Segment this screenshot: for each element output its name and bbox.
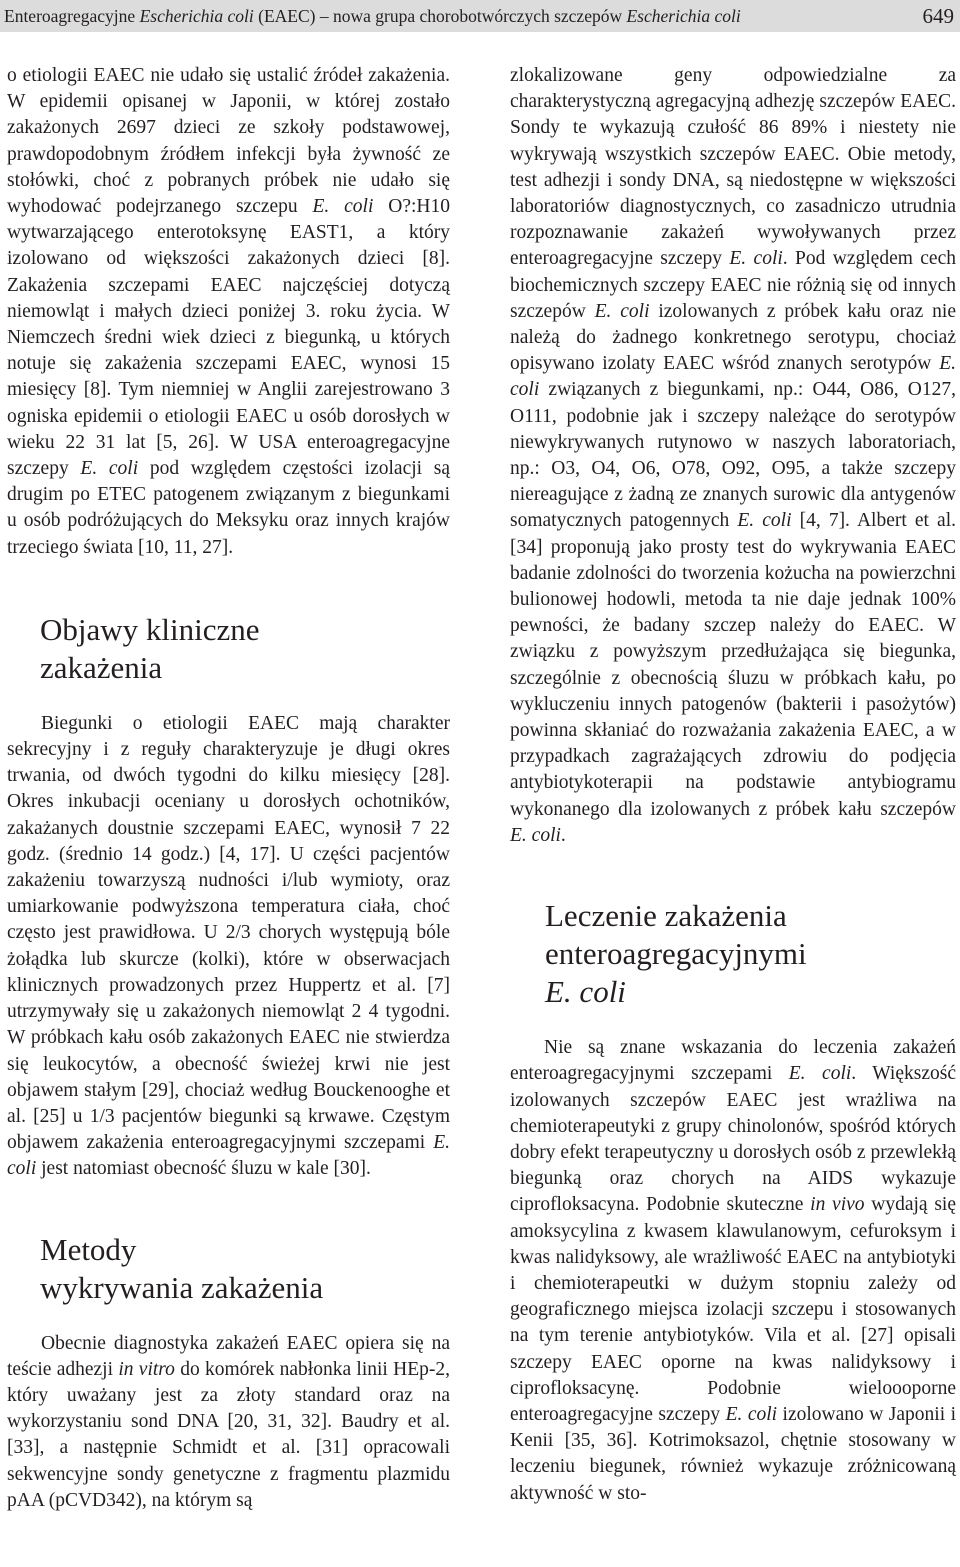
section-heading-detection: Metody wykrywania zakażenia: [40, 1231, 324, 1305]
running-title: Enteroagregacyjne Escherichia coli (EAEC) – nowa grupa chorobotwórczych szczepów Escherichia coli: [4, 6, 741, 26]
paragraph-detection: Obecnie diagnostyka zakażeń EAEC opiera się na teście adhezji in vitro do komórek nabłonka linii HEp-2, który uważany jest za złoty standard oraz na wykorzystaniu sond DNA [20, 31, 32]. Baudry et al. [33], a następnie Schmidt et al. [31] opracowali sekwencyjne sondy genetyczne z fragmentu plazmidu pAA (pCVD342), na którym są: [7, 1332, 450, 1511]
paragraph-epidemiology: o etiologii EAEC nie udało się ustalić źródeł zakażenia. W epidemii opisanej w Japonii, w której zostało zakażonych 2697 dzieci ze szkoły podstawowej, prawdopodobnym źródłem infekcji była żywność ze stołówki, choć z pobranych próbek nie udało się wyhodować podejrzanego szczepu E. coli O?:H10 wytwarzającego enterotoksynę EAST1, a który izolowano od większości zakażonych dzieci [8]. Zakażenia szczepami EAEC najczęściej dotyczą niemowląt i małych dzieci poniżej 3. roku życia. W Niemczech średni wiek dzieci z biegunką, u których notuje się zakażenia szczepami EAEC, wynosi 15 miesięcy [8]. Tym niemniej w Anglii zarejestrowano 3 ogniska epidemii o etiologii EAEC u osób dorosłych w wieku 22 31 lat [5, 26]. W USA enteroagregacyjne szczepy E. coli pod względem częstości izolacji są drugim po ETEC patogenem związanym z biegunkami u osób podróżujących do Meksyku oraz innych krajów trzeciego świata [10, 11, 27].: [7, 65, 450, 558]
section-heading-symptoms: Objawy kliniczne zakażenia: [40, 611, 260, 685]
paragraph-treatment: Nie są znane wskazania do leczenia zakażeń enteroagregacyjnymi szczepami E. coli. Większość izolowanych szczepów EAEC jest wrażliwa na chemioterapeutyki z grupy chinolonów, spośród których dobry efekt terapeutyczny u dorosłych osób z przewlekłą biegunką oraz chorych na AIDS wykazuje ciprofloksacyna. Podobnie skuteczne in vivo wydają się amoksycylina z kwasem klawulanowym, cefuroksym i kwas nalidyksowy, ale wrażliwość EAEC na antybiotyki i chemioterapeutki w dużym stopniu zależy od geograficznego miejsca izolacji szczepu i stosowanych na tym terenie antybiotyków. Vila et al. [27] opisali szczepy EAEC oporne na kwas nalidyksowy i ciprofloksacynę. Podobnie wieloooporne enteroagregacyjne szczepy E. coli izolowano w Japonii i Kenii [35, 36]. Kotrimoksazol, chętnie stosowany w leczeniu biegunek, również wykazuje zróżnicowaną aktywność w sto-: [510, 1037, 956, 1504]
page-number: 649: [922, 4, 954, 28]
paragraph-detection-continued: zlokalizowane geny odpowiedzialne za charakterystyczną agregacyjną adhezję szczepów EAEC. Sondy te wykazują czułość 86 89% i niestety nie wykrywają wszystkich szczepów EAEC. Obie metody, test adhezji i sondy DNA, są niedostępne w większości laboratoriów diagnostycznych, co zasadniczo utrudnia rozpoznawanie zakażeń wywoływanych przez enteroagregacyjne szczepy E. coli. Pod względem cech biochemicznych szczepy EAEC nie różnią się od innych szczepów E. coli izolowanych z próbek kału oraz nie należą do żadnego konkretnego serotypu, chociaż opisywano izolaty EAEC wśród znanych serotypów E. coli związanych z biegunkami, np.: O44, O86, O127, O111, podobnie jak i szczepy należące do serotypów niewykrywanych rutynowo w naszych laboratoriach, np.: O3, O4, O6, O78, O92, O95, a także szczepy niereagujące z żadną ze znanych surowic dla antygenów somatycznych patogennych E. coli [4, 7]. Albert et al. [34] proponują jako prosty test do wykrywania EAEC badanie zdolności do tworzenia kożucha na powierzchni bulionowej hodowli, metoda ta nie daje jednak 100% pewności, że badany szczep należy do EAEC. W związku z powyższym przedłużająca się biegunka, szczególnie z obecnością śluzu w próbkach kału, po wykluczeniu innych patogenów (bakterii i pasożytów) powinna skłaniać do rozważania zakażenia EAEC, a w przypadkach zagrażających zdrowiu do podjęcia antybiotykoterapii na podstawie antybiogramu wykonanego dla izolowanych z próbek kału szczepów E. coli.: [510, 65, 956, 846]
running-header: [0, 0, 960, 32]
left-column: [7, 63, 450, 1514]
right-column: [510, 63, 956, 1507]
paragraph-symptoms: Biegunki o etiologii EAEC mają charakter sekrecyjny i z reguły charakteryzuje je długi okres trwania, od dwóch tygodni do kilku miesięcy [28]. Okres inkubacji oceniany u dorosłych ochotników, zakażanych doustnie szczepami EAEC, wynosił 7 22 godz. (średnio 14 godz.) [4, 17]. U części pacjentów zakażeniu towarzyszą nudności i/lub wymioty, oraz umiarkowanie podwyższona temperatura ciała, choć często jest prawidłowa. U 2/3 chorych występują bóle żołądka lub skurcze (kolki), które w obserwacjach klinicznych prowadzonych przez Huppertz et al. [7] utrzymywały się u zakażonych niemowląt 2 4 tygodni. W próbkach kału osób zakażonych EAEC nie stwierdza się leukocytów, a obecność świeżej krwi nie jest objawem stałym [29], chociaż według Bouckenooghe et al. [25] u 1/3 pacjentów biegunki są krwawe. Częstym objawem zakażenia enteroagregacyjnymi szczepami E. coli jest natomiast obecność śluzu w kale [30].: [7, 712, 450, 1180]
section-heading-treatment: Leczenie zakażenia enteroagregacyjnymi E. coli: [545, 898, 807, 1010]
